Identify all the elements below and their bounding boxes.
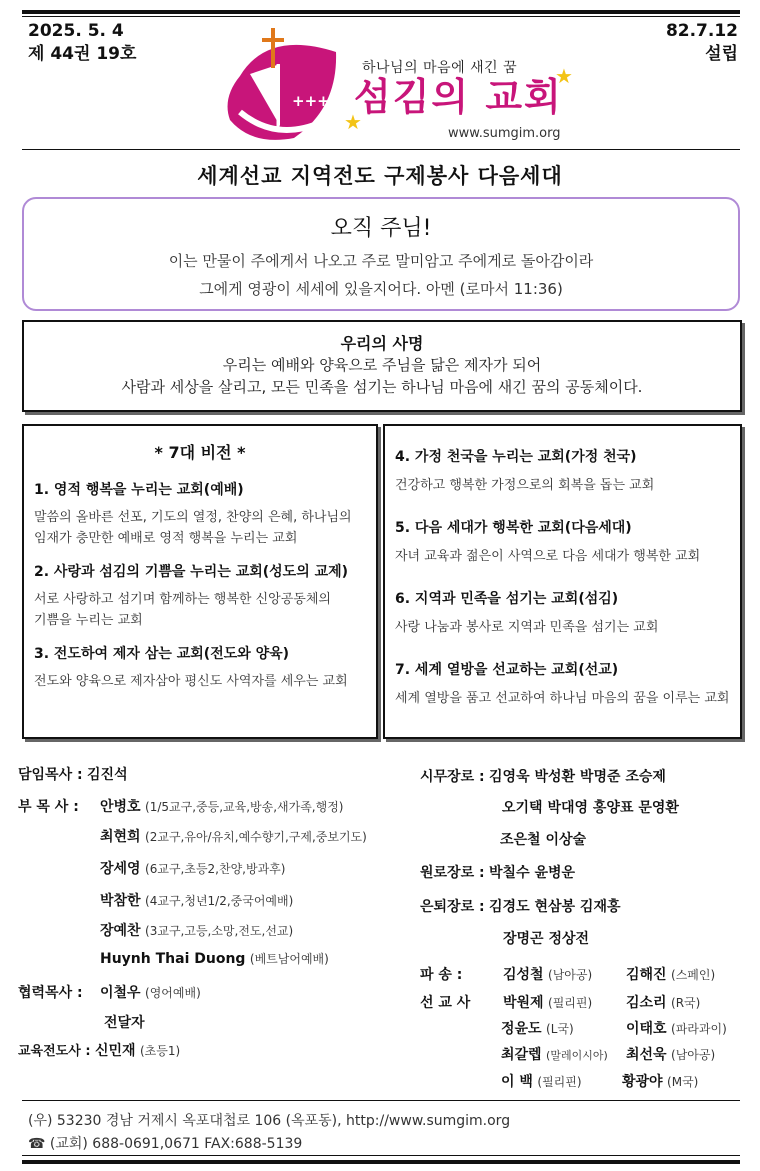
missionary-name: 김해진 <box>626 967 667 983</box>
missionary <box>503 964 592 984</box>
top-rule-thick <box>22 10 740 14</box>
vision-title: * 7대 비전 * <box>154 443 246 462</box>
vision-item-desc: 자녀 교육과 젊은이 사역으로 다음 세대가 행복한 교회 <box>395 549 701 564</box>
founded-label: 설립 <box>705 44 738 64</box>
associate-name: 최현희 <box>100 829 141 845</box>
missionary <box>626 992 700 1012</box>
church-name: 섬김의 교회 <box>354 75 563 119</box>
svg-text:+++: +++ <box>292 92 330 110</box>
associate-name: 장세영 <box>100 861 141 877</box>
coop-note: (영어예배) <box>145 986 201 1000</box>
vision-item-title: 2. 사랑과 섬김의 기쁨을 누리는 교회(성도의 교제) <box>34 564 349 580</box>
missionary <box>626 1044 715 1064</box>
retired-elders <box>420 896 621 916</box>
senior-pastor-label: 담임목사 : <box>18 767 83 783</box>
associate-pastor <box>100 858 285 878</box>
associate-name: 안병호 <box>100 799 141 815</box>
missionary-label <box>420 992 470 1012</box>
missionary-name: 황광야 <box>622 1074 663 1090</box>
missionary-note: (파라과이) <box>671 1022 727 1036</box>
associate-note: (2교구,유아/유치,예수향기,구제,중보기도) <box>145 830 367 844</box>
emeritus-names: 박칠수 윤병운 <box>489 865 576 881</box>
edu-note: (초등1) <box>140 1044 181 1058</box>
vision-item-desc: 임재가 충만한 예배로 영적 행복을 누리는 교회 <box>34 531 298 546</box>
mission-line-2: 사람과 세상을 살리고, 모든 민족을 섬기는 하나님 마음에 새긴 꿈의 공동체이다. <box>121 378 643 396</box>
coop-name: 이철우 <box>100 985 141 1001</box>
footer-phone: ☎ (교회) 688-0691,0671 FAX:688-5139 <box>28 1136 303 1152</box>
senior-pastor <box>18 764 128 784</box>
church-logo-icon <box>218 24 348 144</box>
missionary <box>626 964 715 984</box>
coop-pastor <box>100 982 201 1002</box>
elders <box>420 766 666 786</box>
senior-pastor-name: 김진석 <box>87 767 128 783</box>
sent-label-text: 파 송 : <box>420 967 463 983</box>
missionary-name: 이태호 <box>626 1021 667 1037</box>
missionary <box>503 992 592 1012</box>
missionary <box>501 1044 608 1064</box>
vision-item-desc: 기쁨을 누리는 교회 <box>34 613 143 628</box>
associate-name: 장예찬 <box>100 923 141 939</box>
vision-item-title: 4. 가정 천국을 누리는 교회(가정 천국) <box>395 449 637 465</box>
missionary-name: 이 백 <box>501 1074 533 1090</box>
associate-note: (6교구,초등2,찬양,방과후) <box>145 862 286 876</box>
missionary-name: 최선욱 <box>626 1047 667 1063</box>
verse-line-1: 이는 만물이 주에게서 나오고 주로 말미암고 주에게로 돌아감이라 <box>168 252 594 270</box>
vision-item-desc: 전도와 양육으로 제자삼아 평신도 사역자를 세우는 교회 <box>34 674 348 689</box>
missionary <box>501 1071 582 1091</box>
elders-row <box>502 797 679 817</box>
vision-box-left <box>22 424 378 739</box>
associate-pastor <box>100 890 293 910</box>
logo-website: www.sumgim.org <box>448 126 561 141</box>
mission-title: 우리의 사명 <box>340 334 424 353</box>
vision-item-title: 1. 영적 행복을 누리는 교회(예배) <box>34 482 244 498</box>
coop-name: 전달자 <box>104 1015 145 1031</box>
mission-box <box>22 320 742 412</box>
retired-line-1: 김경도 현삼봉 김재홍 <box>489 899 621 915</box>
associate-name: Huynh Thai Duong <box>100 951 246 967</box>
missionary-note: (남아공) <box>548 968 593 982</box>
founding-info <box>666 20 738 66</box>
edu-evangelist <box>18 1040 180 1060</box>
associate-note: (3교구,고등,소망,전도,선교) <box>145 924 294 938</box>
verse-box <box>22 197 740 311</box>
retired-label: 은퇴장로 : <box>420 899 485 915</box>
elders-label: 시무장로 : <box>420 769 485 785</box>
church-motto: 세계선교 지역전도 구제봉사 다음세대 <box>197 164 563 188</box>
missionary-name: 김성철 <box>503 967 544 983</box>
retired-row <box>503 928 589 948</box>
issue-date: 2025. 5. 4 <box>28 21 124 41</box>
coop-label <box>18 982 83 1002</box>
missionary-note: (스페인) <box>671 968 716 982</box>
issue-info <box>28 20 136 66</box>
star-icon: ★ <box>344 110 362 134</box>
associate-pastor-label: 부 목 사 : <box>18 799 79 815</box>
associate-pastor <box>100 796 343 816</box>
missionary-name: 김소리 <box>626 995 667 1011</box>
vision-item-desc: 건강하고 행복한 가정으로의 회복을 돕는 교회 <box>395 478 655 493</box>
associate-name: 박참한 <box>100 893 141 909</box>
retired-line-2: 장명곤 정상전 <box>503 931 590 947</box>
missionary-note: (M국) <box>667 1075 699 1089</box>
associate-label <box>18 796 79 816</box>
vision-item-desc: 세계 열방을 품고 선교하여 하나님 마음의 꿈을 이루는 교회 <box>395 691 730 706</box>
verse-title: 오직 주님! <box>330 216 432 241</box>
mission-line-1: 우리는 예배와 양육으로 주님을 닮은 제자가 되어 <box>222 356 542 374</box>
elders-line-3: 조은철 이상술 <box>500 832 587 848</box>
vision-item-title: 3. 전도하여 제자 삼는 교회(전도와 양육) <box>34 646 290 662</box>
coop-pastor <box>104 1012 145 1032</box>
vision-item-desc: 사랑 나눔과 봉사로 지역과 민족을 섬기는 교회 <box>395 620 659 635</box>
footer-rule-top <box>22 1100 740 1101</box>
edu-label: 교육전도사 : <box>18 1044 91 1059</box>
associate-pastor <box>100 826 367 846</box>
missionary <box>501 1018 574 1038</box>
missionary-note: (R국) <box>671 996 701 1010</box>
missionary-name: 박원제 <box>503 995 544 1011</box>
emeritus-label: 원로장로 : <box>420 865 485 881</box>
missionary-label-text: 선 교 사 <box>420 995 471 1011</box>
emeritus-elders <box>420 862 575 882</box>
missionary-note: (필리핀) <box>548 996 593 1010</box>
coop-pastor-label: 협력목사 : <box>18 985 83 1001</box>
issue-volume: 제 44권 19호 <box>28 44 137 64</box>
footer-address: (우) 53230 경남 거제시 옥포대첩로 106 (옥포동), http://www.sumgim.org <box>28 1113 511 1129</box>
elders-row <box>500 829 586 849</box>
footer-rule-thin <box>22 1155 740 1156</box>
vision-item-desc: 말씀의 올바른 선포, 기도의 열정, 찬양의 은혜, 하나님의 <box>34 510 352 525</box>
associate-pastor <box>100 920 293 940</box>
founded-date: 82.7.12 <box>665 21 738 41</box>
vision-box-right <box>383 424 742 739</box>
missionary <box>626 1018 727 1038</box>
elders-line-1: 김영욱 박성환 박명준 조승제 <box>489 769 666 785</box>
sent-label <box>420 964 462 984</box>
top-rule-thin <box>22 16 740 17</box>
associate-note: (4교구,청년1/2,중국어예배) <box>145 894 294 908</box>
vision-item-title: 6. 지역과 민족을 섬기는 교회(섬김) <box>395 591 619 607</box>
star-icon: ★ <box>555 64 573 88</box>
vision-item-title: 5. 다음 세대가 행복한 교회(다음세대) <box>395 520 632 536</box>
verse-line-2: 그에게 영광이 세세에 있을지어다. 아멘 (로마서 11:36) <box>199 280 563 298</box>
missionary-note: (L국) <box>546 1022 574 1036</box>
associate-note: (베트남어예배) <box>249 952 329 966</box>
vision-item-desc: 서로 사랑하고 섬기며 함께하는 행복한 신앙공동체의 <box>34 592 331 607</box>
missionary-note: (필리핀) <box>537 1075 582 1089</box>
edu-name: 신민재 <box>94 1043 136 1059</box>
missionary-name: 정윤도 <box>501 1021 542 1037</box>
associate-pastor <box>100 950 329 967</box>
vision-item-title: 7. 세계 열방을 선교하는 교회(선교) <box>395 662 619 678</box>
missionary <box>622 1071 698 1091</box>
footer-rule-thick <box>22 1160 740 1164</box>
logo-tagline: 하나님의 마음에 새긴 꿈 <box>362 60 518 76</box>
missionary-note: (남아공) <box>671 1048 716 1062</box>
missionary-note: (말레이시아) <box>546 1049 608 1062</box>
associate-note: (1/5교구,중등,교육,방송,새가족,행정) <box>145 800 344 814</box>
elders-line-2: 오기택 박대영 홍양표 문영환 <box>502 800 679 816</box>
missionary-name: 최갈렙 <box>501 1047 542 1063</box>
header-rule <box>22 149 740 150</box>
